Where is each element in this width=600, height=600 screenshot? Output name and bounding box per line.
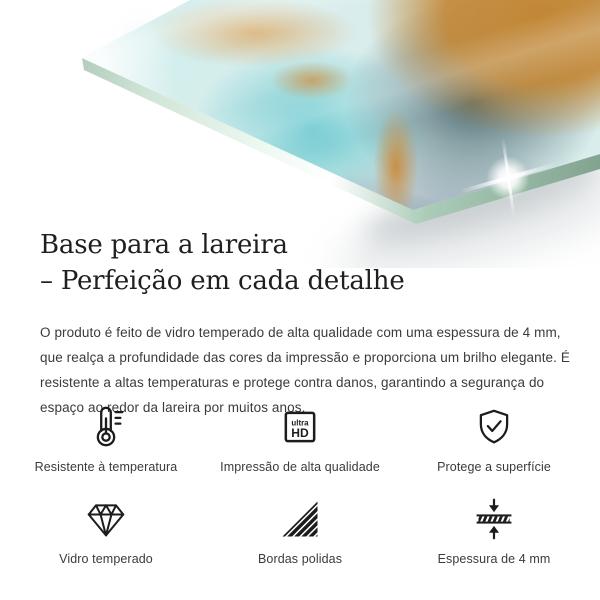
feature-label: Bordas polidas: [257, 552, 343, 566]
feature-label: Resistente à temperatura: [34, 460, 178, 474]
page-title-line-2: – Perfeição em cada detalhe: [40, 266, 405, 296]
ultra-hd-icon: [280, 402, 320, 452]
polished-edges-icon: [280, 494, 320, 544]
shield-check-icon: [473, 402, 515, 452]
feature-label: Vidro temperado: [59, 552, 153, 566]
page-title-line-1: Base para a lareira: [40, 230, 288, 260]
feature-label: Protege a superfície: [437, 460, 551, 474]
feature-print-quality: [203, 402, 397, 474]
feature-tempered-glass: [9, 494, 203, 566]
product-description: O produto é feito de vidro temperado de alta qualidade com uma espessura de 4 mm, que realça a profundidade das cores da impressão e proporciona um brilho elegante. É resistente a altas temperaturas e protege contra danos, garantindo a segurança do espaço ao redor da lareira por muitos anos.: [40, 324, 570, 415]
feature-surface-protection: [397, 402, 591, 474]
svg-text:HD: HD: [291, 426, 309, 440]
feature-label: Espessura de 4 mm: [437, 552, 551, 566]
svg-text:ultra: ultra: [291, 418, 309, 428]
thickness-4mm-icon: [472, 494, 516, 544]
feature-label: Impressão de alta qualidade: [220, 460, 380, 474]
feature-polished-edges: [203, 494, 397, 566]
page-title: [40, 227, 405, 299]
feature-grid: [9, 402, 591, 566]
feature-temperature: [9, 402, 203, 474]
thermometer-icon: [83, 402, 129, 452]
feature-thickness: [397, 494, 591, 566]
diamond-icon: [84, 494, 128, 544]
